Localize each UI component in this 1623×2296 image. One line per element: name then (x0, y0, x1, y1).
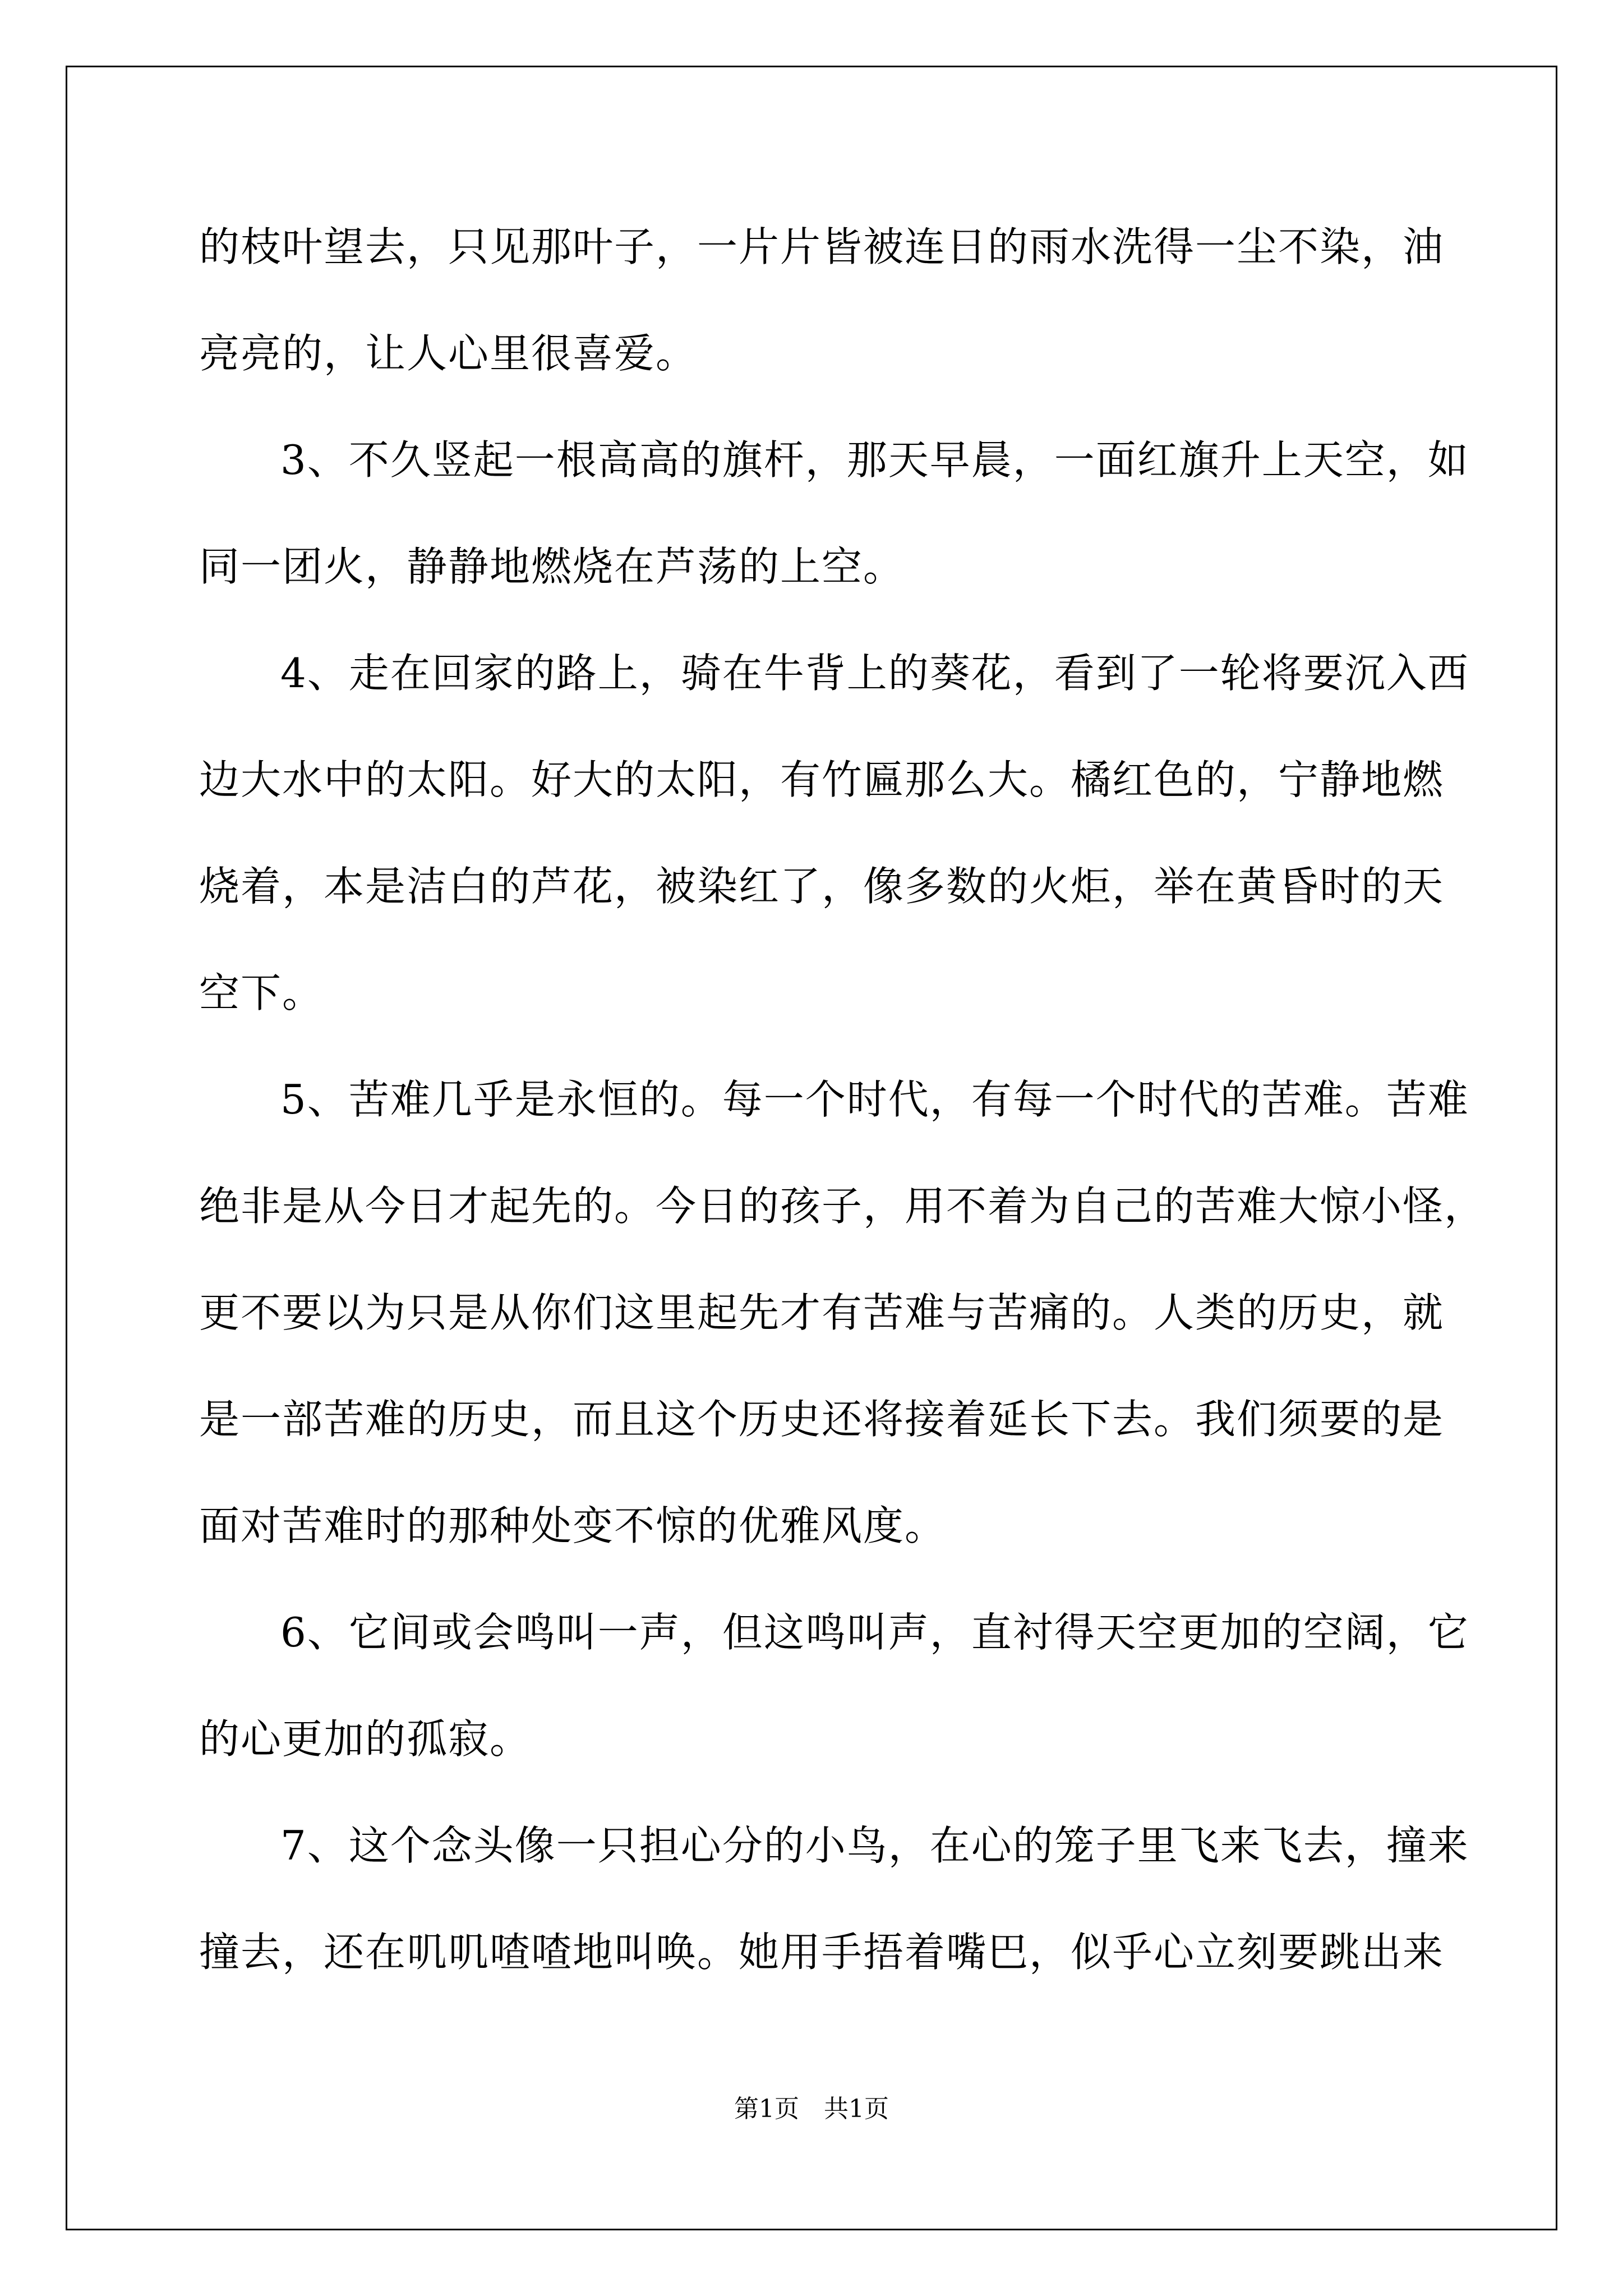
page-border (66, 66, 1557, 2230)
text-line: 6、它间或会鸣叫一声，但这鸣叫声，直衬得天空更加的空阔，它 (280, 1609, 1469, 1656)
text-line: 亮亮的，让人心里很喜爱。 (199, 330, 698, 377)
text-line: 边大水中的太阳。好大的太阳，有竹匾那么大。橘红色的，宁静地燃 (199, 756, 1445, 803)
text-line: 5、苦难几乎是永恒的。每一个时代，有每一个时代的苦难。苦难 (280, 1076, 1469, 1123)
text-line: 绝非是从今日才起先的。今日的孩子，用不着为自己的苦难大惊小怪， (199, 1182, 1486, 1230)
text-line: 的枝叶望去，只见那叶子，一片片皆被连日的雨水洗得一尘不染，油 (199, 223, 1445, 270)
text-line: 的心更加的孤寂。 (199, 1715, 532, 1763)
text-line: 4、走在回家的路上，骑在牛背上的葵花，看到了一轮将要沉入西 (280, 650, 1469, 697)
text-line: 烧着，本是洁白的芦花，被染红了，像多数的火炬，举在黄昏时的天 (199, 863, 1445, 910)
text-line: 同一团火，静静地燃烧在芦荡的上空。 (199, 543, 905, 590)
text-line: 面对苦难时的那种处变不惊的优雅风度。 (199, 1502, 947, 1549)
text-line: 3、不久竖起一根高高的旗杆，那天早晨，一面红旗升上天空，如 (280, 436, 1469, 484)
text-line: 更不要以为只是从你们这里起先才有苦难与苦痛的。人类的历史，就 (199, 1289, 1445, 1336)
page-number-footer: 第1页 共1页 (734, 2095, 889, 2123)
text-line: 空下。 (199, 969, 324, 1016)
text-line: 撞去，还在叽叽喳喳地叫唤。她用手捂着嘴巴，似乎心立刻要跳出来 (199, 1929, 1445, 1976)
text-line: 是一部苦难的历史，而且这个历史还将接着延长下去。我们须要的是 (199, 1396, 1445, 1443)
text-line: 7、这个念头像一只担心分的小鸟，在心的笼子里飞来飞去，撞来 (280, 1822, 1469, 1869)
